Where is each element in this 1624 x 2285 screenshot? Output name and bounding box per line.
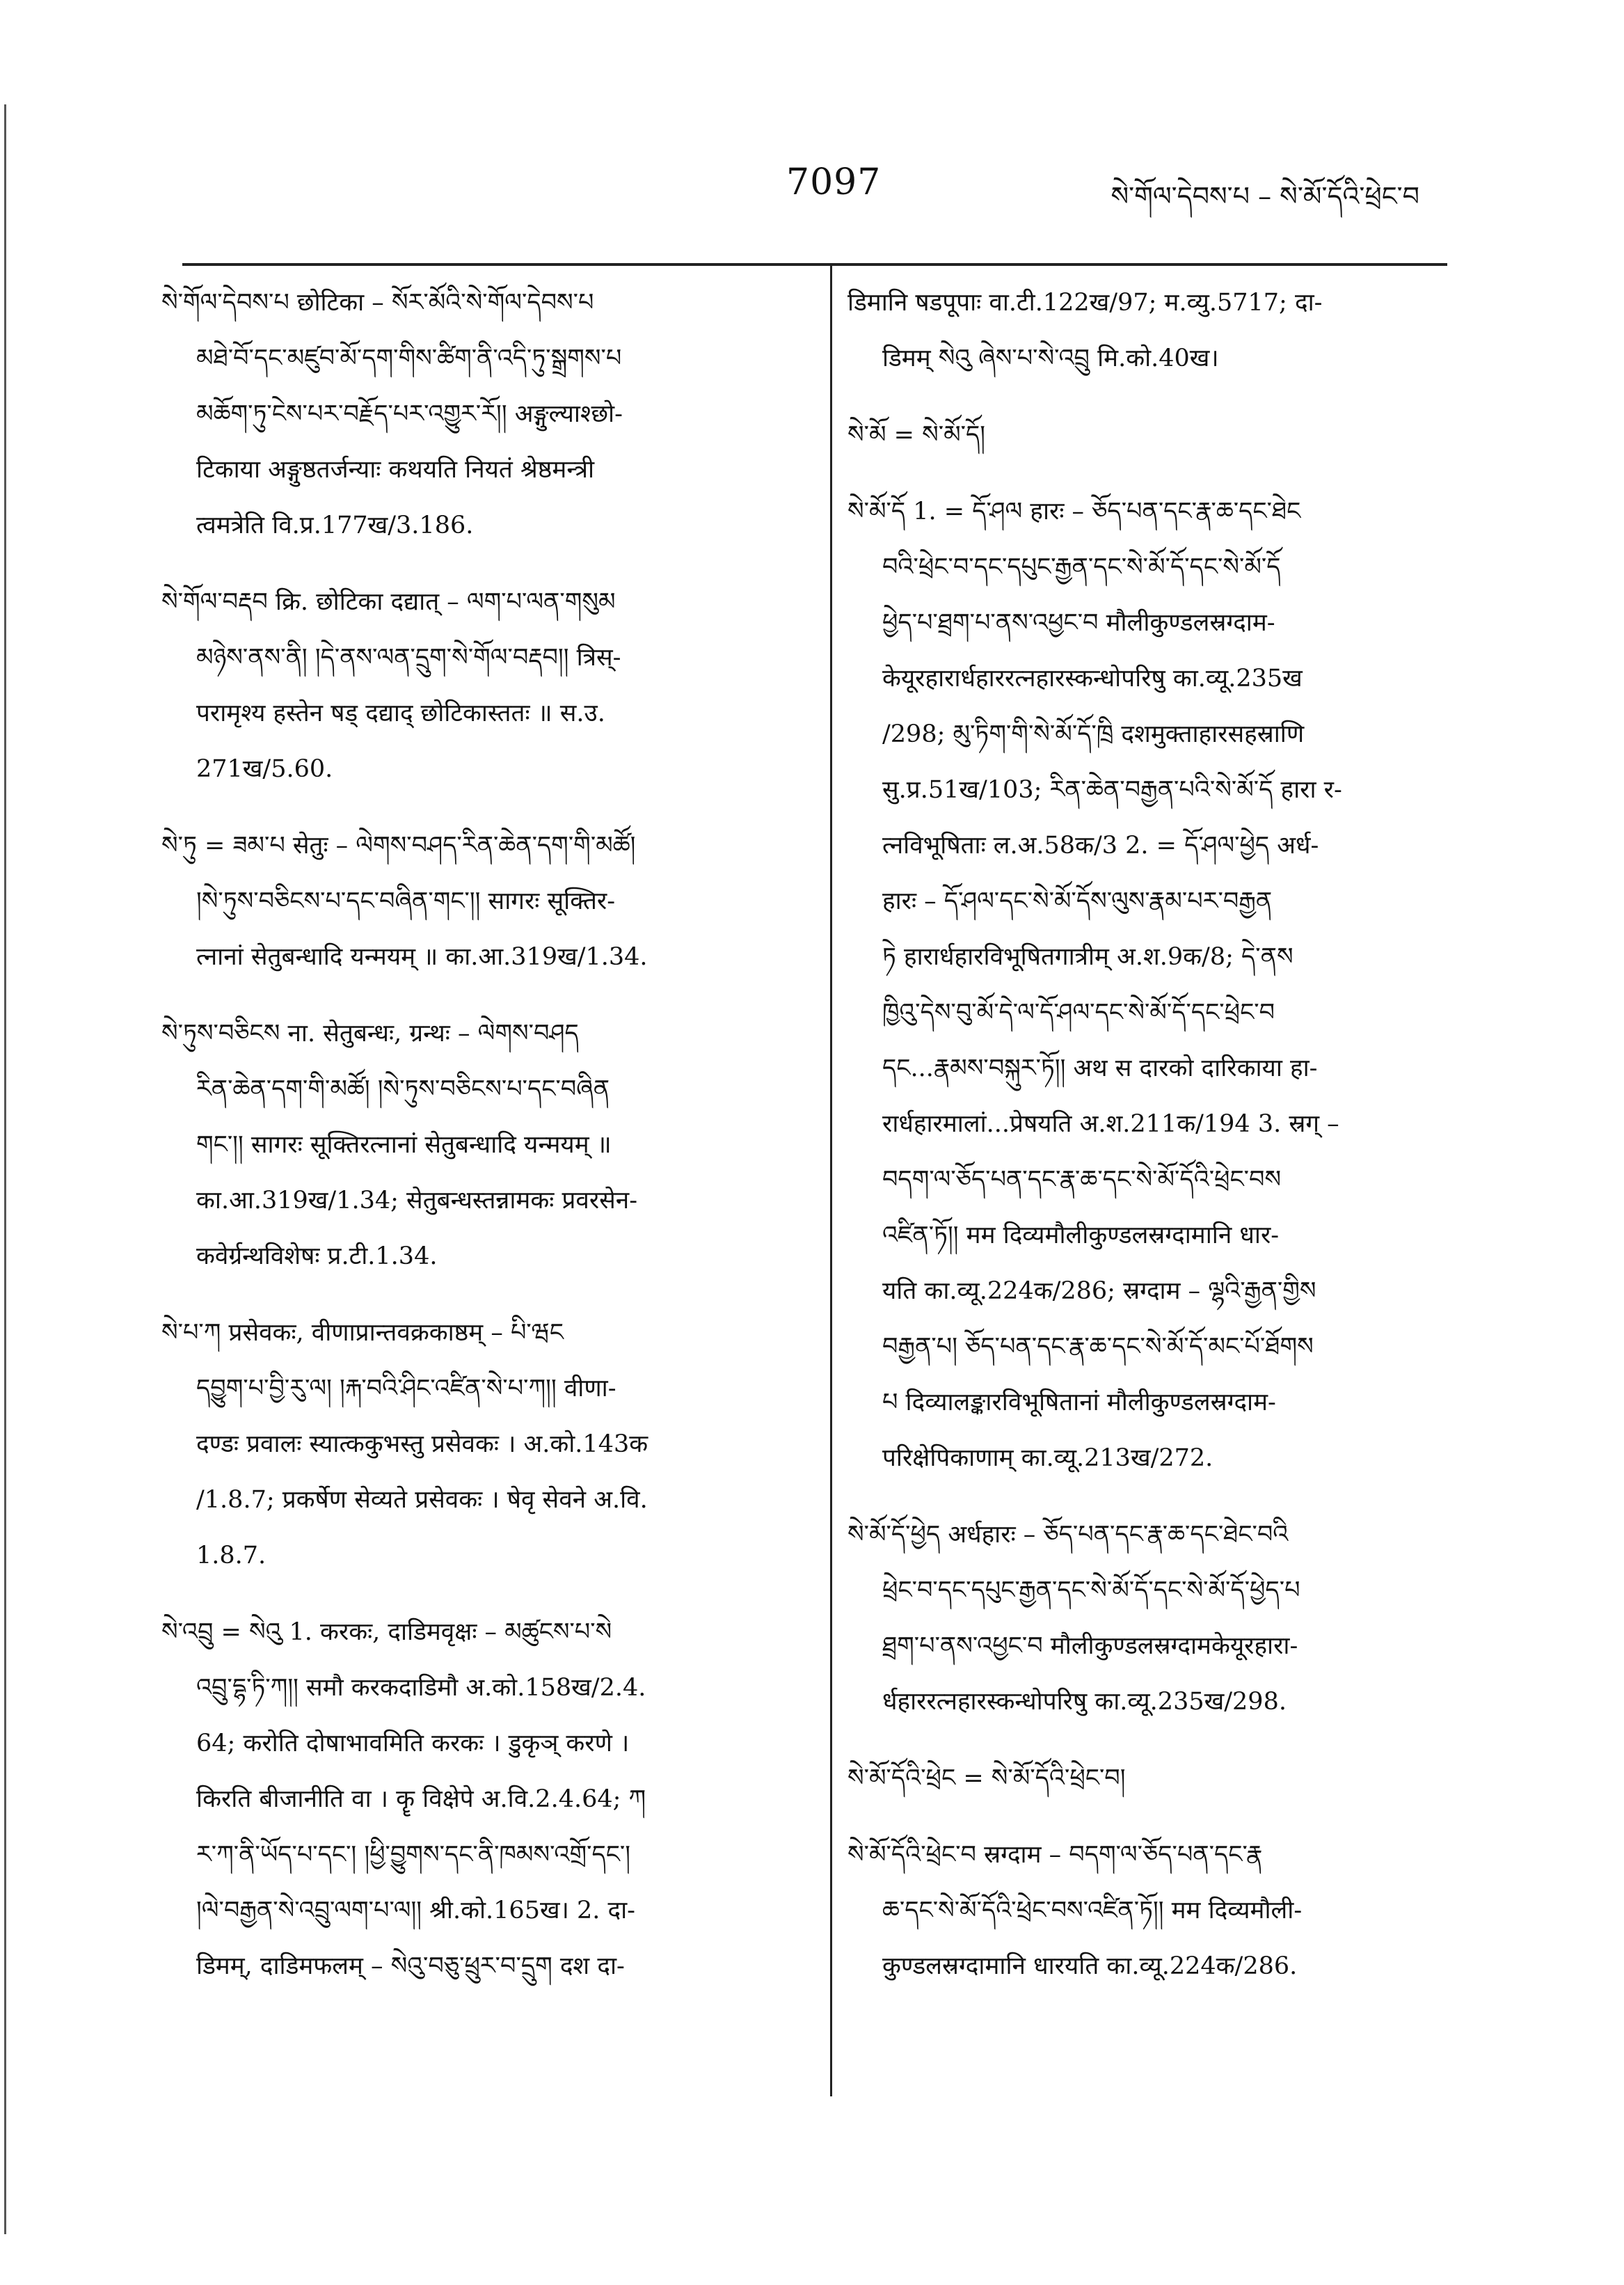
entry-line: डिमम् སེའུ ཞེས་པ་སེ་འབྲུ मि.को.40ख।: [882, 345, 1219, 372]
page-number: 7097: [786, 161, 882, 203]
entry-line: 271ख/5.60.: [196, 755, 333, 783]
entry-line: དང...རྣམས་བསྐུར་ཏོ།། अथ स दारको दारिकाया हा-: [882, 1054, 1318, 1082]
entry-line: डिमम्, दाडिमफलम् – སེའུ་བཅུ་ཕྲུར་བ་དྲུག दश दा-: [196, 1952, 625, 1980]
dictionary-entry: [847, 407, 1460, 463]
dictionary-entry: [847, 484, 1460, 1486]
dictionary-entry: [161, 818, 810, 985]
entry-line: केयूरहारार्धहाररत्नहारस्कन्धोपरिषु का.व्यू.235ख: [882, 665, 1303, 693]
dictionary-entry: [161, 1305, 810, 1583]
entry-line: परामृश्य हस्तेन षड् दद्याद् छोटिकास्ततः ॥ स.उ.: [196, 699, 605, 727]
dictionary-entry: [161, 574, 810, 797]
entry-line: /1.8.7; प्रकर्षेण सेव्यते प्रसेवकः । षेवृ सेवने अ.वि.: [196, 1486, 648, 1514]
entry-line: परिक्षेपिकाणाम् का.व्यू.213ख/272.: [882, 1444, 1213, 1472]
entry-line: མཆོག་ཏུ་ངེས་པར་བརྗོད་པར་འགྱུར་རོ།། अङ्गुल्याश्छो-: [196, 400, 623, 428]
dictionary-entry: [847, 1827, 1460, 1994]
entry-line: त्वमत्रेति वि.प्र.177ख/3.186.: [196, 512, 474, 539]
entry-line: /298; མུ་ཏིག་གི་སེ་མོ་དོ་ཁྲི दशमुक्ताहारसहस्राणि: [882, 720, 1305, 748]
entry-line: ར་ཀ་ནི་ཡོད་པ་དང་། །ཕྱི་བྱུགས་དང་ནི་ཁམས་འགྲོ་དང་།: [196, 1841, 631, 1869]
entry-line: ཐྲག་པ་ནས་འཕྱང་བ मौलीकुण्डलस्रग्दामकेयूरहारा-: [882, 1632, 1298, 1660]
right-column: [847, 275, 1460, 2015]
entry-line: །ལེ་བརྒྱན་སེ་འབྲུ་ལག་པ་ལ།། श्री.को.165ख। 2. दा-: [196, 1897, 635, 1924]
dictionary-entry: [161, 275, 810, 553]
entry-line: हारः – དོ་ཤལ་དང་སེ་མོ་དོས་ལུས་རྣམ་པར་བརྒྱན: [882, 887, 1273, 915]
entry-line: མཐེ་བོ་དང་མཛུབ་མོ་དག་གིས་ཚིག་ནི་འདི་ཏུ་སྒྲགས་པ: [196, 345, 622, 372]
entry-line: བརྒྱན་པ། ཅོད་པན་དང་རྣ་ཆ་དང་སེ་མོ་དོ་མང་པོ་ཐོགས: [882, 1333, 1314, 1361]
entry-headline: སེ་མོ་དོའི་ཕྲེང = སེ་མོ་དོའི་ཕྲེང་བ།: [847, 1764, 1126, 1792]
entry-line: ཕྱེད་པ་ཐྲག་པ་ནས་འཕྱང་བ मौलीकुण्डलस्रग्दाम-: [882, 609, 1275, 637]
column-divider: [830, 266, 832, 2096]
entry-line: འཛིན་ཏོ།། मम दिव्यमौलीकुण्डलस्रग्दामानि धार-: [882, 1221, 1280, 1249]
dictionary-entry: [847, 1507, 1460, 1730]
entry-headline: སེ་ཏུས་བཅིངས ना. सेतुबन्धः, ग्रन्थः – ལེགས་བཤད: [161, 1020, 579, 1047]
entry-line: किरति बीजानीति वा । कॄ विक्षेपे अ.वि.2.4.64; ཀ: [196, 1785, 646, 1813]
dictionary-entry: [161, 1604, 810, 1994]
entry-line: कवेर्ग्रन्थविशेषः प्र.टी.1.34.: [196, 1242, 438, 1270]
entry-headline: སེ་གོལ་བརྡབ क्रि. छोटिका दद्यात् – ལག་པ་ལན་གསུམ: [161, 588, 616, 616]
entry-headline: སེ་པ་ཀ प्रसेवकः, वीणाप्रान्तवक्रकाष्ठम् – པི་ཝང: [161, 1319, 564, 1347]
entry-line: र्धहाररत्नहारस्कन्धोपरिषु का.व्यू.235ख/298.: [882, 1688, 1287, 1716]
entry-line: ཆ་དང་སེ་མོ་དོའི་ཕྲེང་བས་འཛིན་ཏོ།། मम दिव्यमौली-: [882, 1897, 1303, 1924]
dictionary-entry: [847, 1750, 1460, 1806]
entry-line: འབྲུ་དྷ་ཏི་ཀ།། समौ करकदाडिमौ अ.को.158ख/2.4.: [196, 1674, 646, 1702]
entry-headline: སེ་མོ་དོ 1. = དོ་ཤལ हारः – ཅོད་པན་དང་རྣ་ཆ་དང་ཐེང: [847, 498, 1301, 525]
entry-line: त्नविभूषिताः ल.अ.58क/3 2. = དོ་ཤལ་ཕྱེད अर्ध-: [882, 832, 1319, 860]
entry-line: ཕྲེང་བ་དང་དཔུང་རྒྱན་དང་སེ་མོ་དོ་དང་སེ་མོ་དོ་ཕྱེད་པ: [882, 1576, 1300, 1604]
entry-headline: डिमानि षडपूपाः वा.टी.122ख/97; म.व्यु.5717; दा-: [847, 289, 1323, 317]
entry-line: त्नानां सेतुबन्धादि यन्मयम् ॥ का.आ.319ख/1.34.: [196, 943, 648, 971]
entry-line: सु.प्र.51ख/103; རིན་ཆེན་བརྒྱན་པའི་སེ་མོ་དོ हारा र-: [882, 776, 1342, 804]
entry-line: །སེ་ཏུས་བཅིངས་པ་དང་བཞིན་གང་།། सागरः सूक्तिर-: [196, 887, 616, 915]
entry-line: རིན་ཆེན་དག་གི་མཚོ། །སེ་ཏུས་བཅིངས་པ་དང་བཞིན: [196, 1075, 610, 1103]
entry-line: टिकाया अङ्गुष्ठतर्जन्याः कथयति नियतं श्रेष्ठमन्त्री: [196, 456, 595, 484]
entry-headline: སེ་མོ་དོ་ཕྱེད अर्धहारः – ཅོད་པན་དང་རྣ་ཆ་དང་ཐེང་བའི: [847, 1521, 1289, 1549]
entry-line: བའི་ཕྲེང་བ་དང་དཔུང་རྒྱན་དང་སེ་མོ་དོ་དང་སེ་མོ་དོ: [882, 553, 1281, 581]
entry-line: གང་།། सागरः सूक्तिरत्नानां सेतुबन्धादि यन्मयम् ॥: [196, 1131, 612, 1159]
entry-headline: སེ་ཏུ = ཟམ་པ सेतुः – ལེགས་བཤད་རིན་ཆེན་དག་གི་མཚོ།: [161, 832, 636, 860]
entry-line: བདག་ལ་ཅོད་པན་དང་རྣ་ཆ་དང་སེ་མོ་དོའི་ཕྲེང་བས: [882, 1166, 1282, 1194]
entry-line: दण्डः प्रवालः स्यात्ककुभस्तु प्रसेवकः । अ.को.143क: [196, 1430, 648, 1458]
entry-line: པ दिव्यालङ्कारविभूषितानां मौलीकुण्डलस्रग्दाम-: [882, 1389, 1276, 1416]
entry-line: यति का.व्यू.224क/286; स्रग्दाम – ལྷའི་རྒྱན་གྱིས: [882, 1277, 1316, 1305]
entry-line: མཉེས་ནས་ནི། །དེ་ནས་ལན་དྲུག་སེ་གོལ་བརྡབ།། त्रिस्-: [196, 644, 621, 672]
scan-edge-line: [4, 104, 6, 2234]
left-column: [161, 275, 810, 2015]
entry-line: कुण्डलस्रग्दामानि धारयति का.व्यू.224क/286.: [882, 1952, 1298, 1980]
entry-line: 1.8.7.: [196, 1542, 266, 1570]
entry-headline: སེ་མོ = སེ་མོ་དོ།: [847, 421, 986, 449]
page-header: [0, 161, 1624, 217]
entry-line: ཁྱིའུ་དེས་བུ་མོ་དེ་ལ་དོ་ཤལ་དང་སེ་མོ་དོ་དང་ཕྲེང་བ: [882, 999, 1275, 1027]
dictionary-entry: [847, 275, 1460, 386]
entry-headline: སེ་མོ་དོའི་ཕྲེང་བ स्रग्दाम – བདག་ལ་ཅོད་པན་དང་རྣ: [847, 1841, 1263, 1869]
entry-line: 64; करोति दोषाभावमिति करकः । डुकृञ् करणे ।: [196, 1730, 630, 1757]
header-rule: [182, 263, 1447, 266]
running-head: སེ་གོལ་དེབས་པ – སེ་མོ་དོའི་ཕྲེང་བ: [1110, 181, 1419, 212]
entry-line: དབྱུག་པ་བྱི་རུ་ལ། །རྐ་བའི་ཤིང་འཛིན་སེ་པ་ཀ།། वीणा-: [196, 1375, 616, 1402]
entry-line: ཏེ हारार्धहारविभूषितगात्रीम् अ.श.9क/8; དེ་ནས: [882, 943, 1293, 971]
dictionary-entry: [161, 1006, 810, 1284]
entry-line: का.आ.319ख/1.34; सेतुबन्धस्तन्नामकः प्रवरसेन-: [196, 1187, 638, 1215]
entry-headline: སེ་འབྲུ = སེའུ 1. करकः, दाडिमवृक्षः – མཚུངས་པ་སེ: [161, 1618, 612, 1646]
entry-line: रार्धहारमालां...प्रेषयति अ.श.211क/194 3. स्रग् –: [882, 1110, 1339, 1138]
entry-headline: སེ་གོལ་དེབས་པ छोटिका – སོར་མོའི་སེ་གོལ་དེབས་པ: [161, 289, 594, 317]
